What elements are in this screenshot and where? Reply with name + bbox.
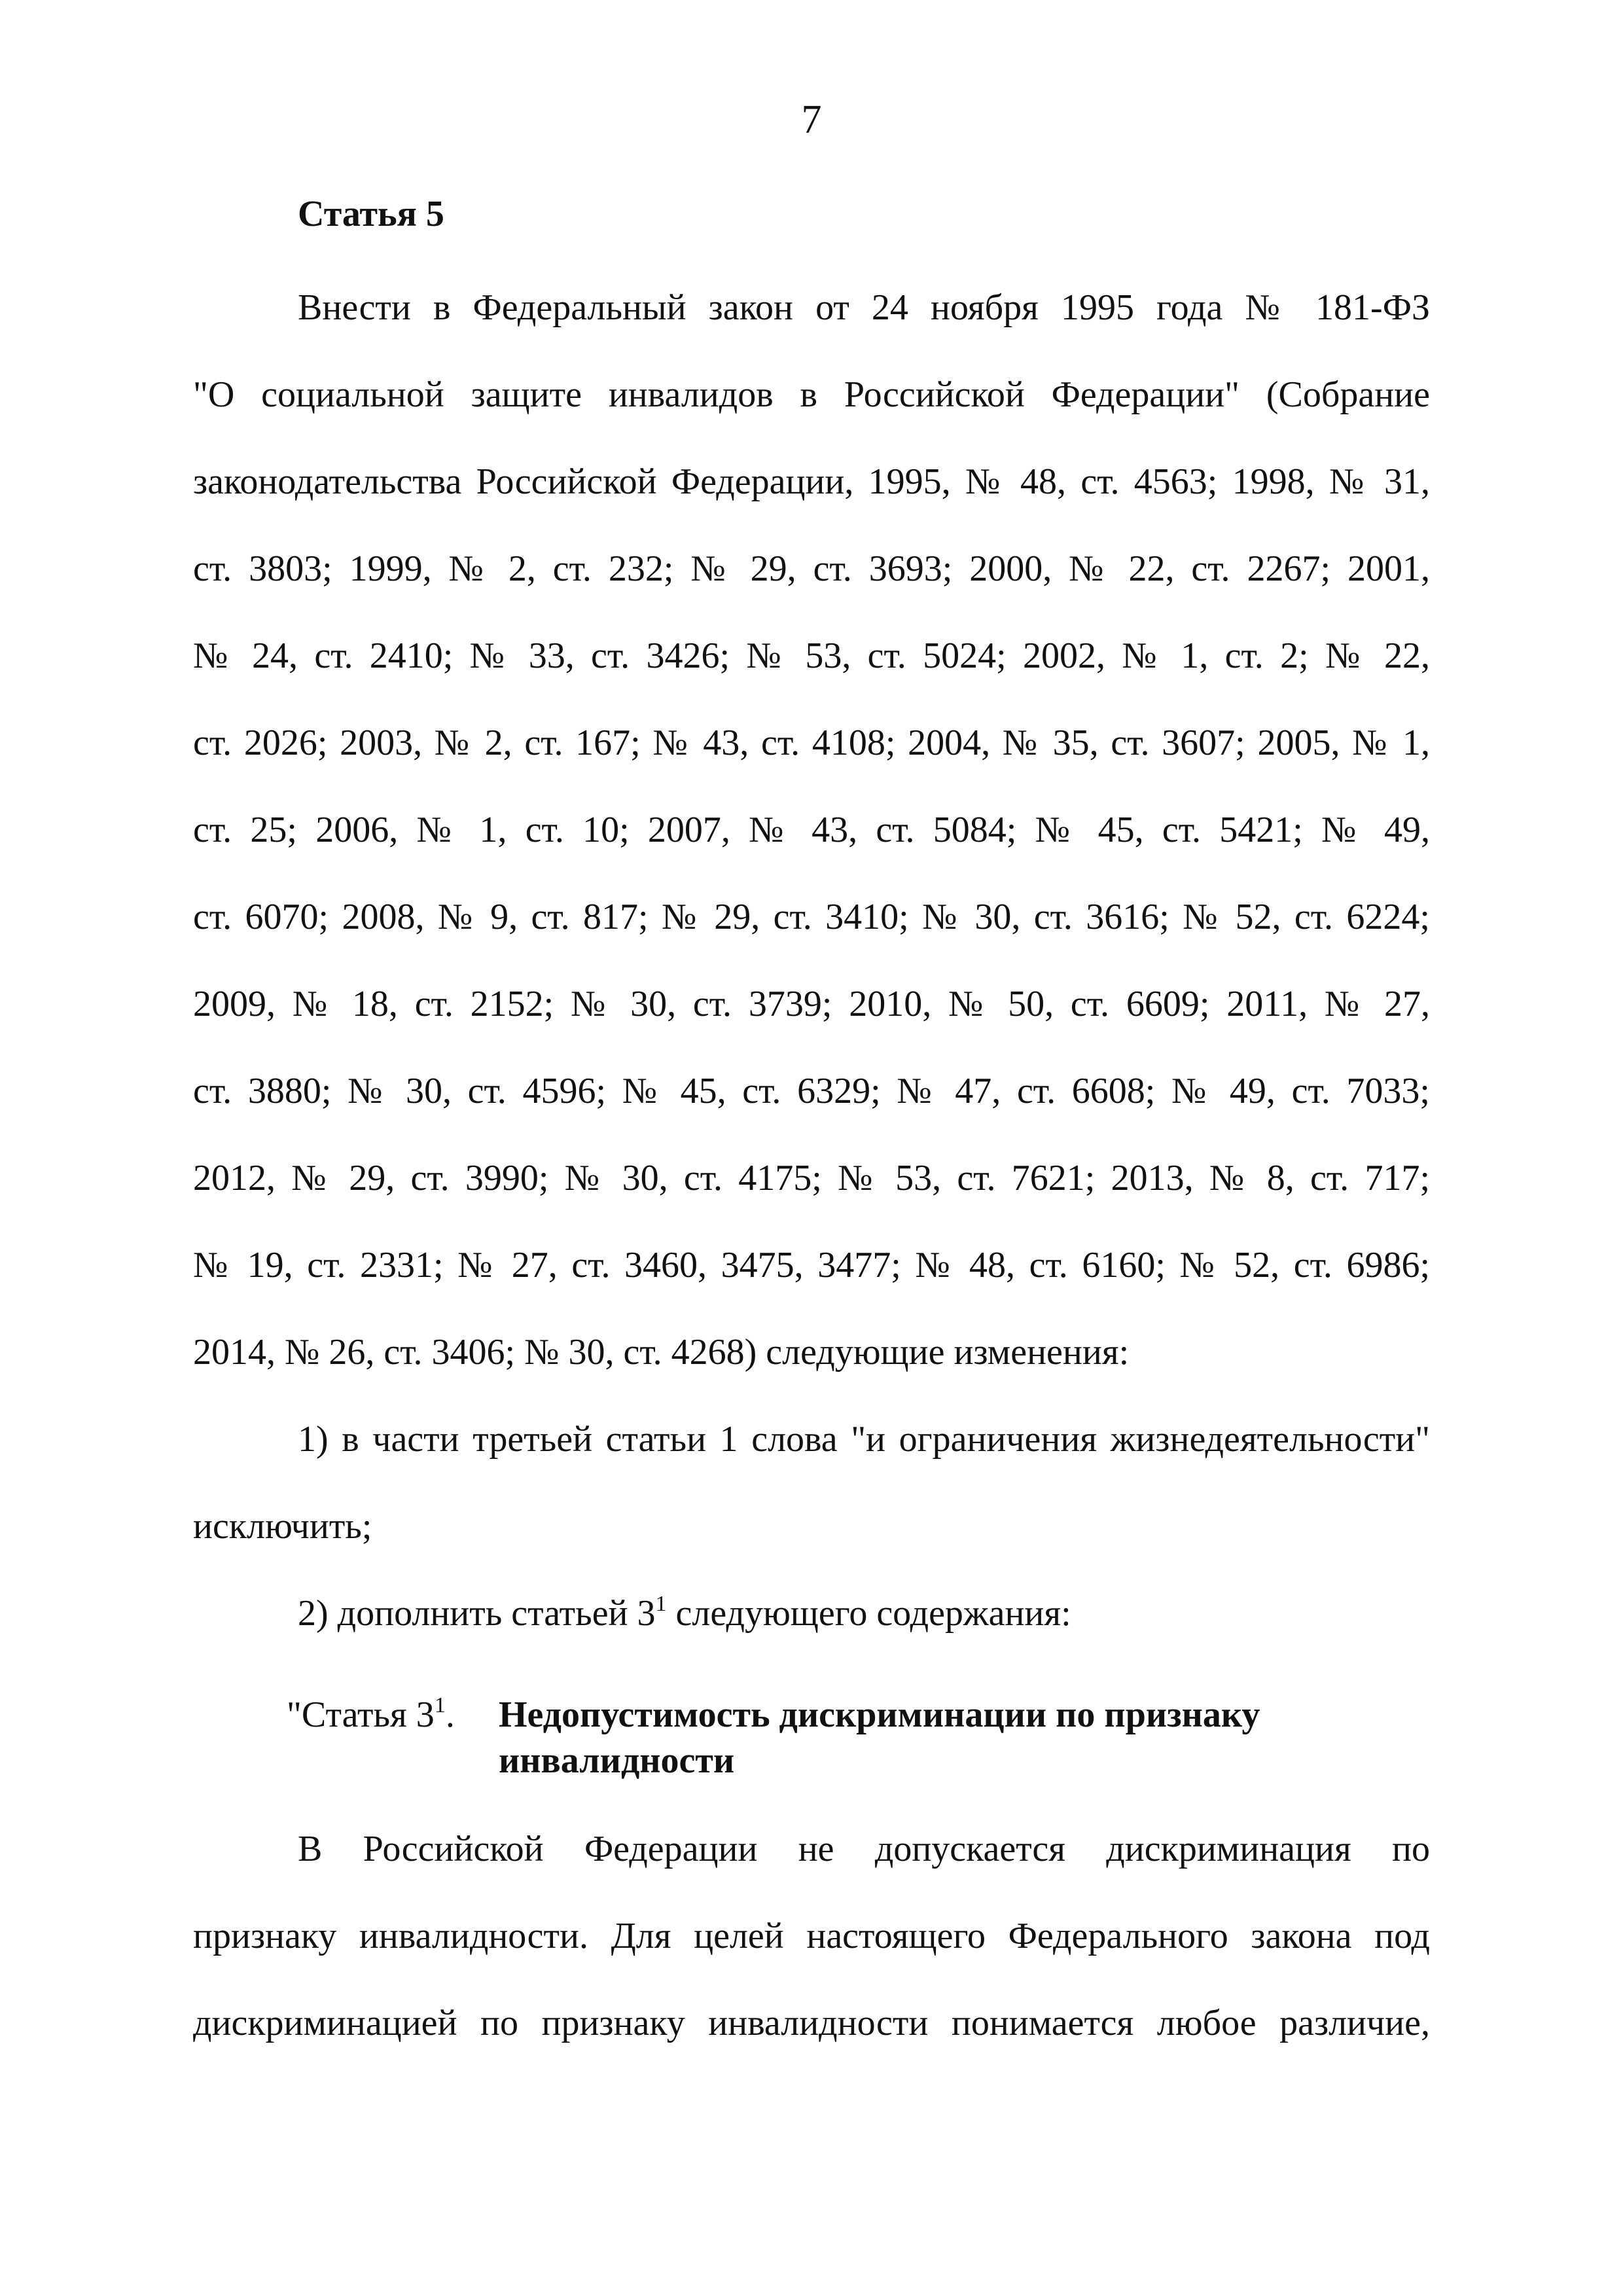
paragraph-line: ст. 6070; 2008, № 9, ст. 817; № 29, ст. 3410; № 30, ст. 3616; № 52, ст. 6224; <box>193 897 1430 937</box>
paragraph-line: "О социальной защите инвалидов в Российской Федерации" (Собрание <box>193 374 1430 415</box>
body-line: дискриминацией по признаку инвалидности понимается любое различие, <box>193 2003 1430 2043</box>
body-line: В Российской Федерации не допускается дискриминация по <box>298 1829 1430 1869</box>
page-number: 7 <box>801 98 822 142</box>
new-article-label-superscript: 1 <box>434 1693 446 1717</box>
article-heading: Статья 5 <box>298 194 444 234</box>
item-2-prefix: 2) дополнить статьей 3 <box>298 1593 656 1634</box>
paragraph-line: 2009, № 18, ст. 2152; № 30, ст. 3739; 2010, № 50, ст. 6609; 2011, № 27, <box>193 984 1430 1024</box>
paragraph-line: № 19, ст. 2331; № 27, ст. 3460, 3475, 3477; № 48, ст. 6160; № 52, ст. 6986; <box>193 1245 1430 1285</box>
item-2-line <box>298 1590 1430 1641</box>
item-2-superscript: 1 <box>655 1592 667 1616</box>
body-line: признаку инвалидности. Для целей настоящего Федерального закона под <box>193 1916 1430 1956</box>
item-1-line: 1) в части третьей статьи 1 слова "и ограничения жизнедеятельности" <box>298 1419 1430 1460</box>
new-article-title <box>499 1692 1428 1784</box>
paragraph-line: ст. 2026; 2003, № 2, ст. 167; № 43, ст. 4108; 2004, № 35, ст. 3607; 2005, № 1, <box>193 723 1430 763</box>
item-2-suffix: следующего содержания: <box>666 1593 1071 1634</box>
paragraph-line: № 24, ст. 2410; № 33, ст. 3426; № 53, ст. 5024; 2002, № 1, ст. 2; № 22, <box>193 636 1430 676</box>
paragraph-line: 2014, № 26, ст. 3406; № 30, ст. 4268) следующие изменения: <box>193 1332 1130 1372</box>
new-article-label-prefix: "Статья 3 <box>287 1695 435 1735</box>
item-1-line: исключить; <box>193 1506 372 1547</box>
paragraph-line: ст. 25; 2006, № 1, ст. 10; 2007, № 43, ст. 5084; № 45, ст. 5421; № 49, <box>193 810 1430 850</box>
paragraph-line: Внести в Федеральный закон от 24 ноября 1995 года № 181-ФЗ <box>298 287 1430 328</box>
new-article-title-line: инвалидности <box>499 1740 735 1781</box>
new-article-label <box>287 1692 455 1743</box>
new-article-title-line: Недопустимость дискриминации по признаку <box>499 1695 1260 1735</box>
paragraph-line: законодательства Российской Федерации, 1995, № 48, ст. 4563; 1998, № 31, <box>193 461 1430 502</box>
paragraph-line: 2012, № 29, ст. 3990; № 30, ст. 4175; № 53, ст. 7621; 2013, № 8, ст. 717; <box>193 1158 1430 1198</box>
new-article-label-suffix: . <box>445 1695 455 1735</box>
paragraph-line: ст. 3803; 1999, № 2, ст. 232; № 29, ст. 3693; 2000, № 22, ст. 2267; 2001, <box>193 548 1430 589</box>
paragraph-line: ст. 3880; № 30, ст. 4596; № 45, ст. 6329; № 47, ст. 6608; № 49, ст. 7033; <box>193 1071 1430 1111</box>
